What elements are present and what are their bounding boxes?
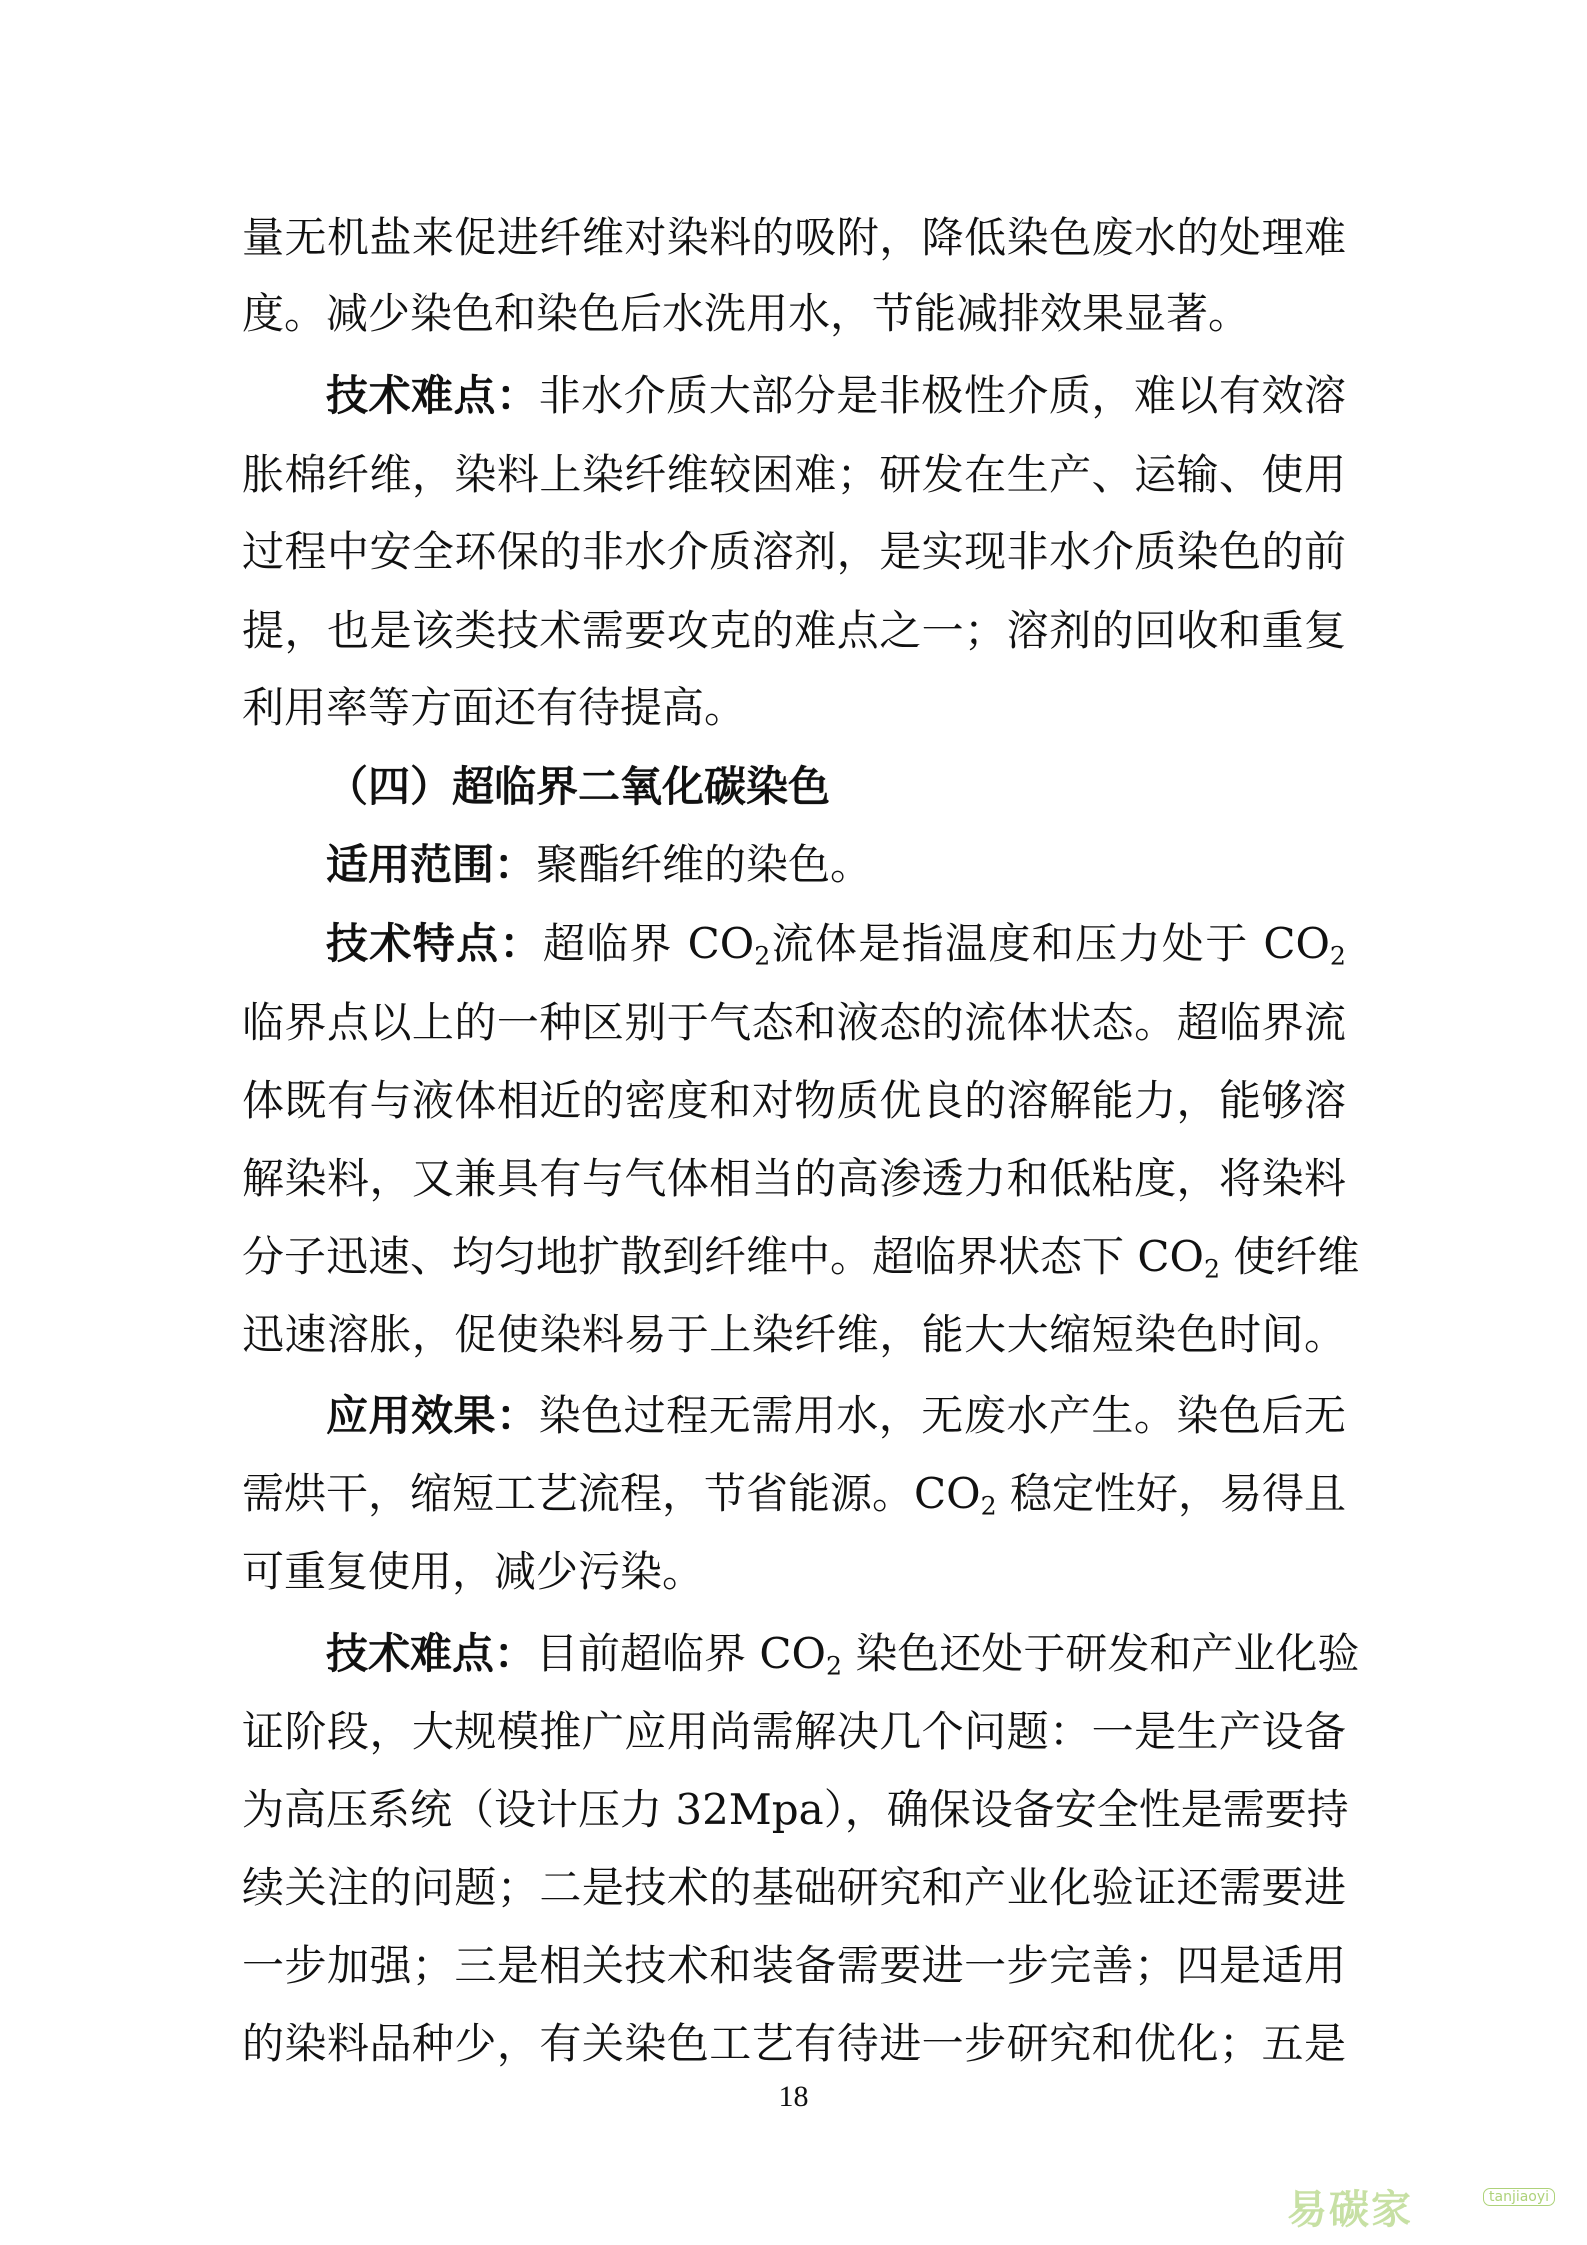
- section-label: 适用范围：: [326, 840, 537, 889]
- paragraph-first-line: [326, 358, 1346, 434]
- line-text: 一步加强；三是相关技术和装备需要进一步完善；四是适用: [242, 1941, 1346, 1990]
- line-text: 度。减少染色和染色后水洗用水，节能减排效果显著。: [242, 289, 1251, 338]
- line-text: 目前超临界: [536, 1629, 747, 1678]
- body-line: [242, 985, 1346, 1061]
- formula-subscript: 2: [754, 941, 771, 971]
- line-text: 解染料，又兼具有与气体相当的高渗透力和低粘度，将染料: [242, 1154, 1346, 1203]
- body-line: [242, 1772, 1349, 1848]
- body-line: [242, 1456, 1346, 1532]
- body-line: [242, 437, 1346, 513]
- co2-formula: CO: [687, 919, 755, 968]
- line-text: 量无机盐来促进纤维对染料的吸附，降低染色废水的处理难: [242, 213, 1346, 262]
- body-line: [242, 1063, 1346, 1139]
- paragraph-first-line: [326, 1616, 1360, 1692]
- line-text: 迅速溶胀，促使染料易于上染纤维，能大大缩短染色时间。: [242, 1310, 1346, 1359]
- line-text: 非水介质大部分是非极性介质，难以有效溶: [538, 371, 1346, 420]
- line-text: 体既有与液体相近的密度和对物质优良的溶解能力，能够溶: [242, 1076, 1346, 1125]
- body-line: [242, 2006, 1346, 2082]
- line-text: 流体是指温度和压力处于: [770, 919, 1249, 968]
- line-text: 稳定性好，易得且: [1009, 1469, 1346, 1518]
- body-line: [242, 1297, 1346, 1373]
- section-label: 技术难点：: [326, 371, 539, 420]
- co2-formula: CO: [1263, 919, 1330, 968]
- line-text: 胀棉纤维，染料上染纤维较困难；研发在生产、运输、使用: [242, 450, 1346, 499]
- section-label: 技术特点：: [326, 919, 543, 968]
- body-line: [242, 514, 1346, 590]
- heading-text: （四）超临界二氧化碳染色: [326, 762, 831, 811]
- body-line: [242, 1850, 1346, 1926]
- line-text: 染色过程无需用水，无废水产生。染色后无: [538, 1391, 1346, 1440]
- formula-subscript: 2: [980, 1491, 997, 1521]
- line-text: 分子迅速、均匀地扩散到纤维中。超临界状态下: [242, 1232, 1125, 1281]
- body-line: [242, 670, 1346, 746]
- section-label: 技术难点：: [326, 1629, 537, 1678]
- line-text: 染色还处于研发和产业化验: [855, 1629, 1360, 1678]
- line-text: 可重复使用，减少污染。: [242, 1547, 705, 1596]
- co2-formula: CO: [1137, 1232, 1204, 1281]
- body-line: [242, 593, 1346, 669]
- section-heading: [326, 749, 1346, 825]
- line-text: 的染料品种少，有关染色工艺有待进一步研究和优化；五是: [242, 2019, 1346, 2068]
- body-line: [242, 1141, 1346, 1217]
- line-text: 聚酯纤维的染色。: [536, 840, 873, 889]
- line-text: 续关注的问题；二是技术的基础研究和产业化验证还需要进: [242, 1863, 1346, 1912]
- paragraph-first-line: [326, 1378, 1346, 1454]
- line-text: 利用率等方面还有待提高。: [242, 683, 747, 732]
- line-text: 超临界: [542, 919, 673, 968]
- line-text: 使纤维: [1233, 1232, 1360, 1281]
- body-line: [242, 1694, 1346, 1770]
- line-text: 提，也是该类技术需要攻克的难点之一；溶剂的回收和重复: [242, 606, 1346, 655]
- line-text: 为高压系统（设计压力 32Mpa），确保设备安全性是需要持: [242, 1785, 1349, 1834]
- section-label: 应用效果：: [326, 1391, 539, 1440]
- formula-subscript: 2: [825, 1651, 842, 1681]
- watermark-subtext: tanjiaoyi: [1483, 2188, 1555, 2206]
- body-line: [242, 276, 1346, 352]
- co2-formula: CO: [759, 1629, 826, 1678]
- line-text: 证阶段，大规模推广应用尚需解决几个问题：一是生产设备: [242, 1707, 1346, 1756]
- formula-subscript: 2: [1203, 1254, 1220, 1284]
- line-text: 过程中安全环保的非水介质溶剂，是实现非水介质染色的前: [242, 527, 1346, 576]
- paragraph-first-line: [326, 906, 1346, 982]
- body-line: [242, 200, 1346, 276]
- co2-formula: CO: [914, 1469, 981, 1518]
- body-line: [242, 1928, 1346, 2004]
- line-text: 需烘干，缩短工艺流程，节省能源。: [242, 1469, 915, 1518]
- body-line: [242, 1534, 1346, 1610]
- body-line: [242, 1219, 1360, 1295]
- watermark-logo: [1287, 2178, 1557, 2233]
- paragraph-first-line: [326, 827, 1346, 903]
- formula-subscript: 2: [1329, 941, 1346, 971]
- watermark-text: 易碳家: [1287, 2187, 1413, 2233]
- page-number: 18: [778, 2080, 809, 2113]
- line-text: 临界点以上的一种区别于气态和液态的流体状态。超临界流: [242, 998, 1346, 1047]
